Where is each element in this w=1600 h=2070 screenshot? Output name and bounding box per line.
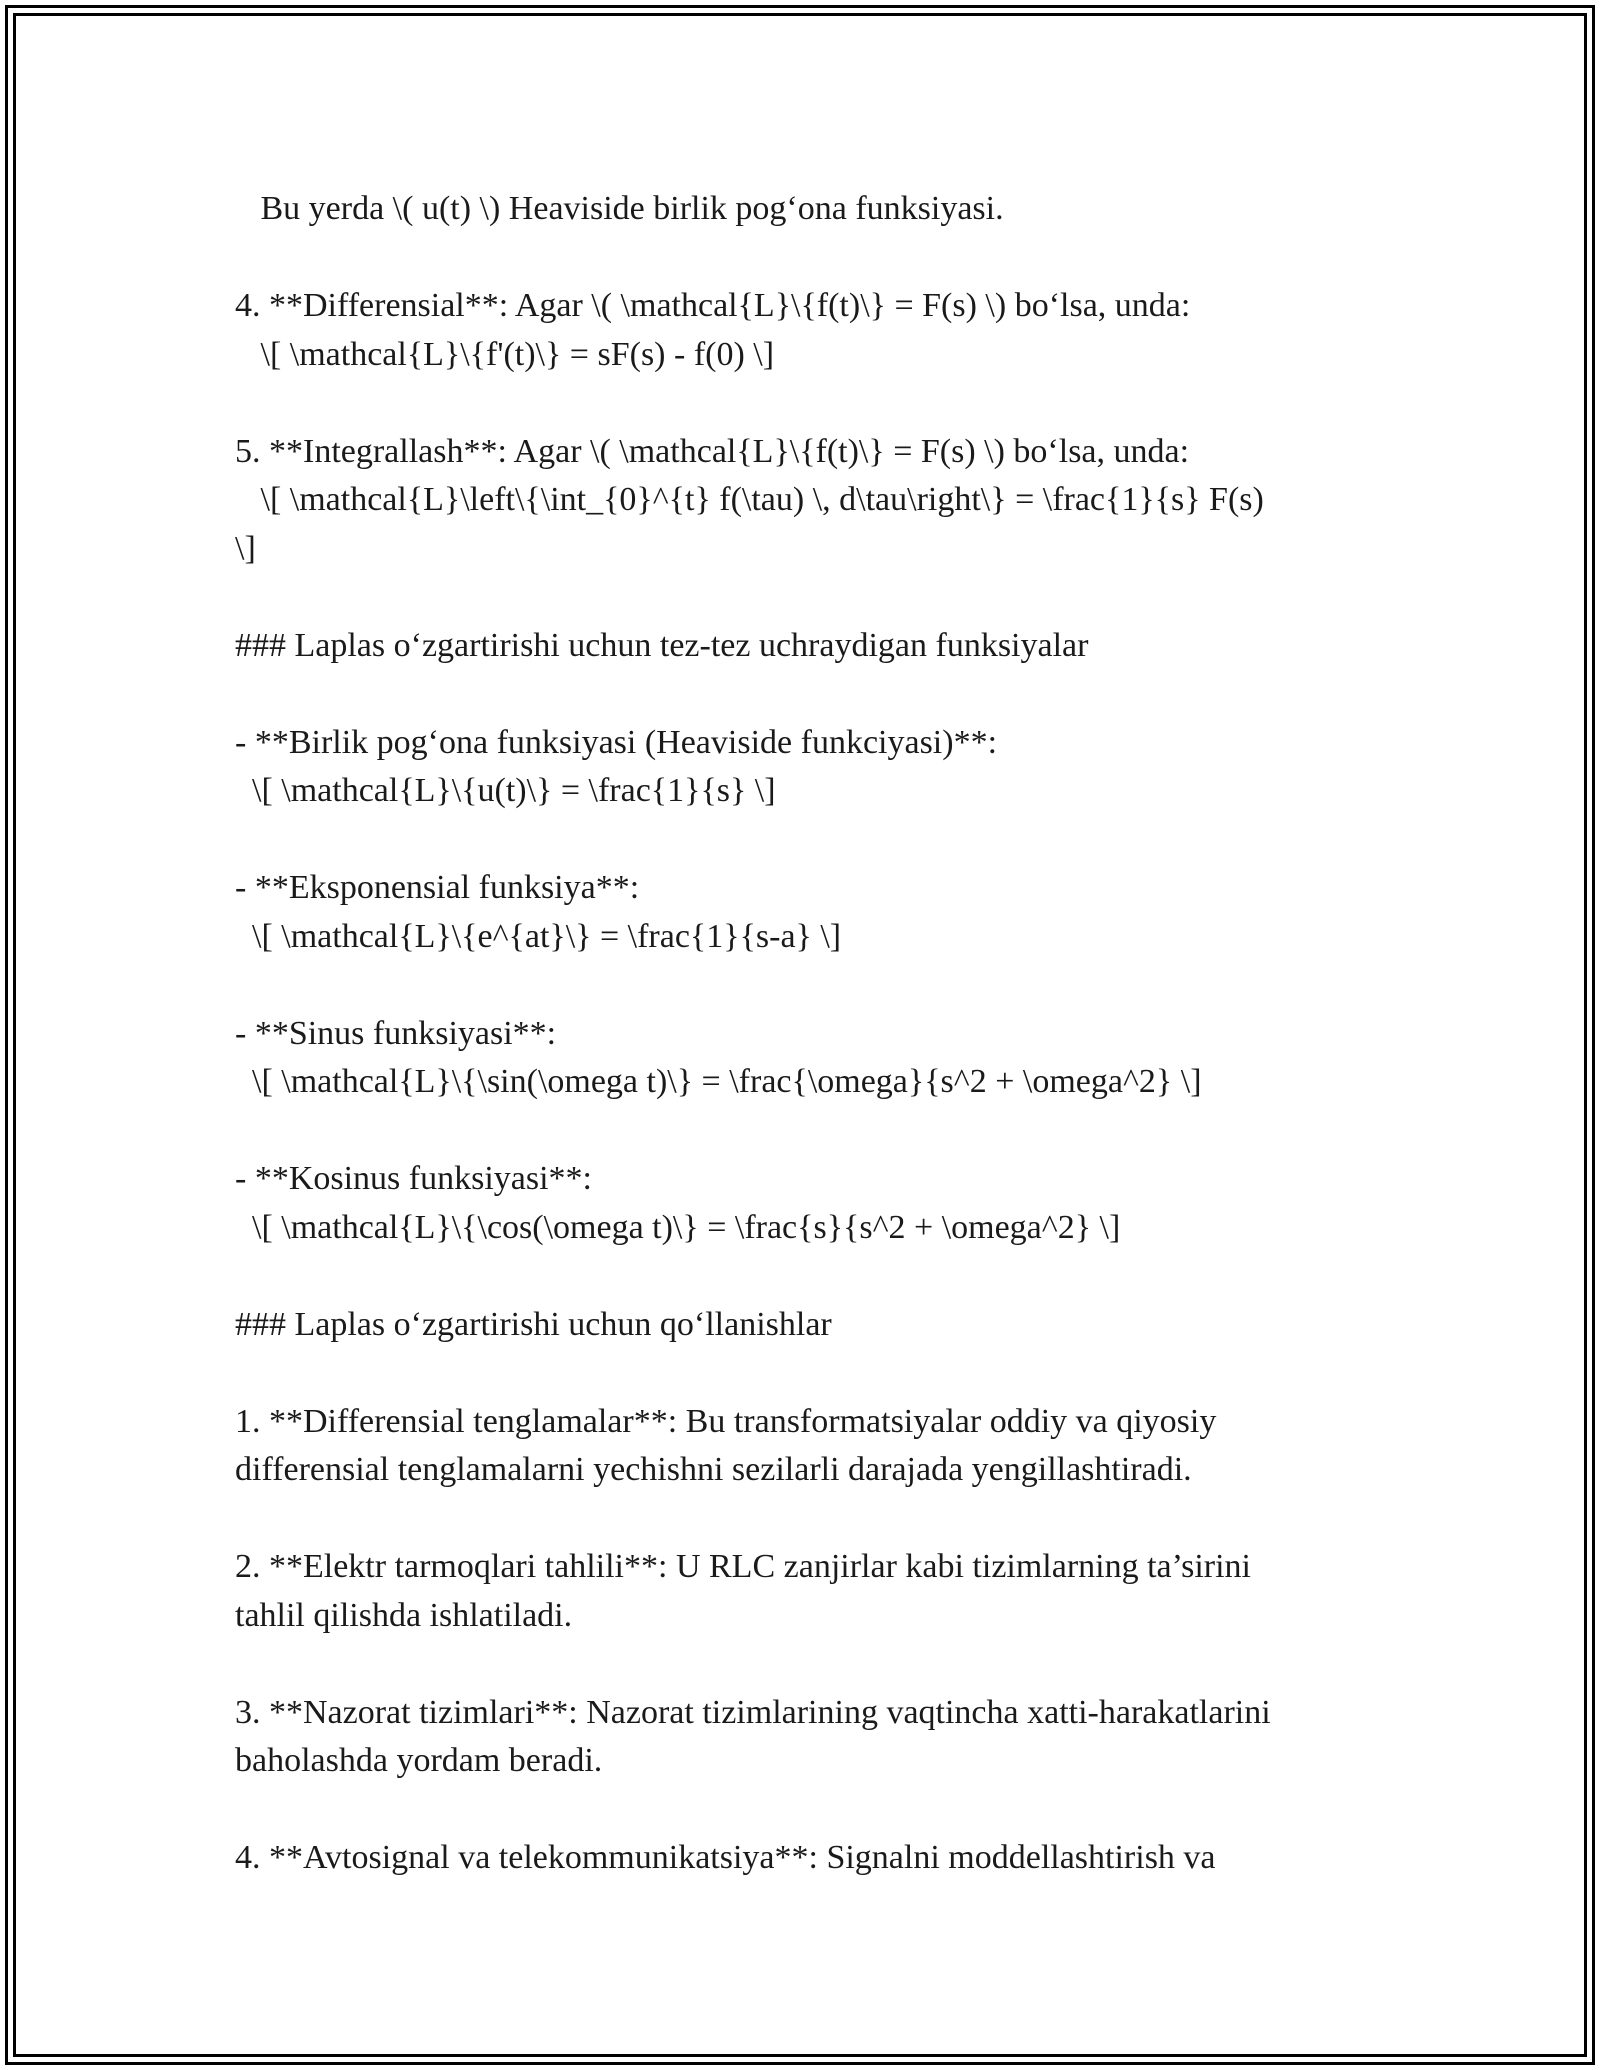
text-line: baholashda yordam beradi. xyxy=(235,1742,603,1779)
blank-line xyxy=(235,816,1365,865)
blank-line xyxy=(235,234,1365,283)
text-line: - **Kosinus funksiyasi**: xyxy=(235,1160,592,1197)
text-line: \[ \mathcal{L}\{u(t)\} = \frac{1}{s} \] xyxy=(235,772,776,809)
text-line: 4. **Avtosignal va telekommunikatsiya**: Signalni moddellashtirish va xyxy=(235,1839,1216,1876)
section-heading: ### Laplas o‘zgartirishi uchun tez-tez uchraydigan funksiyalar xyxy=(235,626,1089,664)
blank-line xyxy=(235,670,1365,719)
blank-line xyxy=(235,1349,1365,1398)
text-line: - **Birlik pog‘ona funksiyasi (Heaviside funkciyasi)**: xyxy=(235,723,998,761)
blank-line xyxy=(235,1495,1365,1544)
document-body xyxy=(235,185,1365,1883)
text-line: \[ \mathcal{L}\{\sin(\omega t)\} = \frac{\omega}{s^2 + \omega^2} \] xyxy=(235,1063,1202,1100)
text-line: \[ \mathcal{L}\left\{\int_{0}^{t} f(\tau) \, d\tau\right\} = \frac{1}{s} F(s) xyxy=(235,481,1264,518)
text-line: 3. **Nazorat tizimlari**: Nazorat tizimlarining vaqtincha xatti-harakatlarini xyxy=(235,1693,1271,1731)
blank-line xyxy=(235,379,1365,428)
text-line: \[ \mathcal{L}\{\cos(\omega t)\} = \frac{s}{s^2 + \omega^2} \] xyxy=(235,1208,1121,1246)
text-line: 1. **Differensial tenglamalar**: Bu transformatsiyalar oddiy va qiyosiy xyxy=(235,1402,1217,1440)
text-line: Bu yerda \( u(t) \) Heaviside birlik pog‘ona funksiyasi. xyxy=(235,190,1004,227)
text-line: - **Sinus funksiyasi**: xyxy=(235,1014,557,1052)
blank-line xyxy=(235,1107,1365,1156)
text-line: - **Eksponensial funksiya**: xyxy=(235,869,640,906)
blank-line xyxy=(235,573,1365,622)
blank-line xyxy=(235,1640,1365,1689)
text-line: \[ \mathcal{L}\{f'(t)\} = sF(s) - f(0) \] xyxy=(235,335,775,373)
text-line: differensial tenglamalarni yechishni sezilarli darajada yengillashtiradi. xyxy=(235,1451,1192,1488)
blank-line xyxy=(235,1252,1365,1301)
text-line: 4. **Differensial**: Agar \( \mathcal{L}\{f(t)\} = F(s) \) bo‘lsa, unda: xyxy=(235,287,1191,324)
section-heading: ### Laplas o‘zgartirishi uchun qo‘llanishlar xyxy=(235,1305,832,1343)
text-line: 5. **Integrallash**: Agar \( \mathcal{L}\{f(t)\} = F(s) \) bo‘lsa, unda: xyxy=(235,432,1190,470)
text-line: 2. **Elektr tarmoqlari tahlili**: U RLC zanjirlar kabi tizimlarning ta’sirini xyxy=(235,1548,1251,1585)
text-line: \] xyxy=(235,529,256,567)
blank-line xyxy=(235,1786,1365,1835)
text-line: tahlil qilishda ishlatiladi. xyxy=(235,1596,573,1634)
blank-line xyxy=(235,961,1365,1010)
text-line: \[ \mathcal{L}\{e^{at}\} = \frac{1}{s-a} \] xyxy=(235,917,842,955)
